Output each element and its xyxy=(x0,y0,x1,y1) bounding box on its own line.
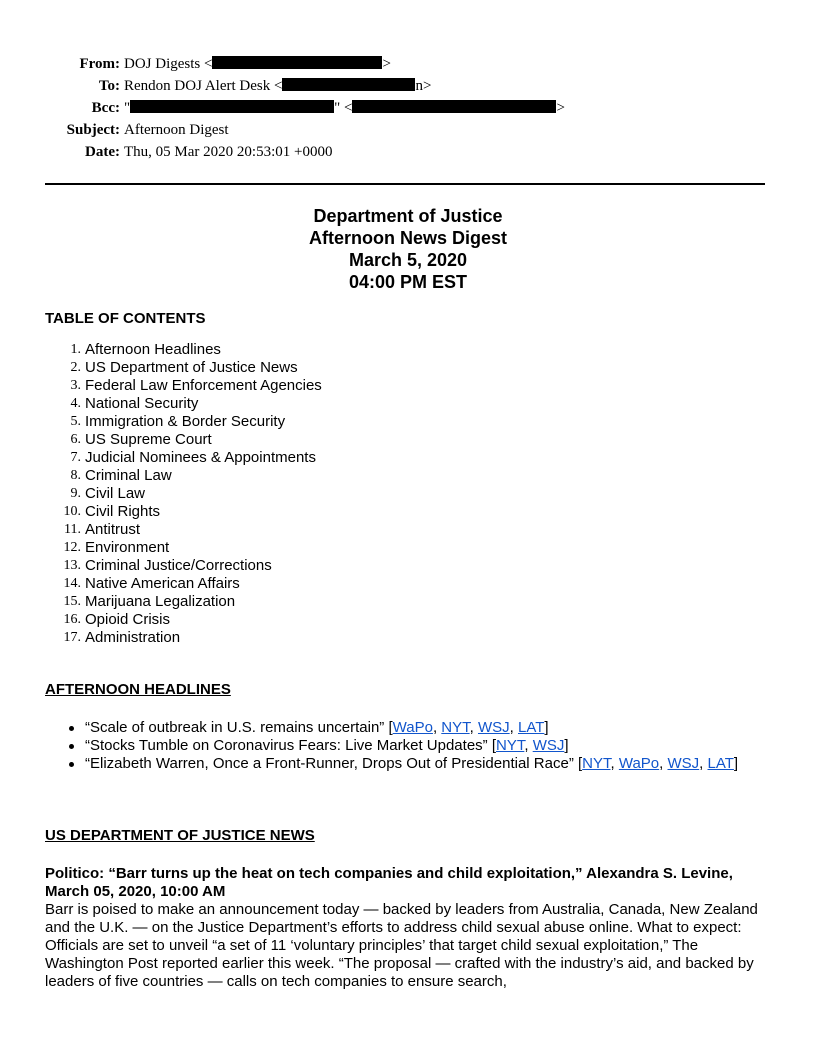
source-link[interactable]: WSJ xyxy=(532,737,565,754)
doj-news-heading: US DEPARTMENT OF JUSTICE NEWS xyxy=(45,827,315,844)
redaction-bar xyxy=(212,56,382,69)
toc-item: 17. Administration xyxy=(63,629,181,646)
source-link[interactable]: WaPo xyxy=(618,755,660,772)
date-value: Thu, 05 Mar 2020 20:53:01 +0000 xyxy=(124,144,333,160)
date-label: Date: xyxy=(85,144,120,160)
source-link[interactable]: WaPo xyxy=(392,719,433,736)
toc-item: 8. Criminal Law xyxy=(70,467,172,484)
from-value: DOJ Digests < xyxy=(124,56,213,72)
source-link[interactable]: LAT xyxy=(707,755,734,772)
digest-title xyxy=(0,205,816,293)
toc-item: 6. US Supreme Court xyxy=(70,431,212,448)
to-row: To: Rendon DOJ Alert Desk < n> xyxy=(0,75,816,97)
source-link[interactable]: NYT xyxy=(441,719,470,736)
afternoon-headlines-heading: AFTERNOON HEADLINES xyxy=(45,681,231,698)
toc-item: 3. Federal Law Enforcement Agencies xyxy=(70,377,322,394)
to-label: To: xyxy=(98,78,120,94)
redaction-bar xyxy=(282,78,415,91)
subject-value: Afternoon Digest xyxy=(124,122,229,138)
toc-item: 12. Environment xyxy=(63,539,170,556)
title-line-4: 04:00 PM EST xyxy=(348,272,468,292)
divider xyxy=(45,183,765,185)
headline-item: “Elizabeth Warren, Once a Front-Runner, Drops Out of Presidential Race” [NYT, WaPo, WSJ, LAT] xyxy=(45,755,765,773)
title-line-2: Afternoon News Digest xyxy=(308,228,508,248)
toc-item: 10. Civil Rights xyxy=(63,503,161,520)
subject-row xyxy=(0,119,816,141)
toc-list xyxy=(45,341,322,647)
toc-item: 5. Immigration & Border Security xyxy=(70,413,286,430)
title-line-3: March 5, 2020 xyxy=(348,250,468,270)
source-link[interactable]: LAT xyxy=(518,719,545,736)
email-header xyxy=(0,53,816,163)
news-article xyxy=(45,865,765,991)
toc-item: 7. Judicial Nominees & Appointments xyxy=(70,449,316,466)
source-link[interactable]: WSJ xyxy=(667,755,700,772)
toc-item: 14. Native American Affairs xyxy=(63,575,240,592)
toc-heading: TABLE OF CONTENTS xyxy=(45,310,206,327)
headlines-list xyxy=(45,719,765,773)
toc-item: 1. Afternoon Headlines xyxy=(70,341,221,358)
from-row: From: DOJ Digests < > xyxy=(0,53,816,75)
source-link[interactable]: WSJ xyxy=(477,719,510,736)
to-value: Rendon DOJ Alert Desk < xyxy=(124,78,283,94)
toc-item: 9. Civil Law xyxy=(70,485,146,502)
article-title: Politico: “Barr turns up the heat on tech companies and child exploitation,” Alexandra S. Levine, March 05, 2020, 10:00 AM xyxy=(45,865,733,900)
headline-item: “Stocks Tumble on Coronavirus Fears: Live Market Updates” [NYT, WSJ] xyxy=(45,737,765,755)
toc-item: 11. Antitrust xyxy=(64,521,141,538)
article-body: Barr is poised to make an announcement today — backed by leaders from Australia, Canada, New Zealand and the U.K. — on the Justice Department’s efforts to address child sexual abuse online. What to expect: Officials are set to unveil “a set of 11 ‘voluntary principles’ that target child sexual exploitation,” The Washington Post reported earlier this week. “The proposal — crafted with the industry’s aid, and backed by leaders of five countries — calls on tech companies to ensure search, xyxy=(45,901,758,990)
source-link[interactable]: NYT xyxy=(496,737,525,754)
redaction-bar xyxy=(130,100,334,113)
toc-item: 15. Marijuana Legalization xyxy=(63,593,236,610)
source-link[interactable]: NYT xyxy=(582,755,611,772)
toc-item: 13. Criminal Justice/Corrections xyxy=(63,557,272,574)
subject-label: Subject: xyxy=(66,122,120,138)
bcc-label: Bcc: xyxy=(91,100,120,116)
toc-item: 16. Opioid Crisis xyxy=(63,611,171,628)
toc-item: 2. US Department of Justice News xyxy=(70,359,298,376)
title-line-1: Department of Justice xyxy=(313,206,503,226)
toc-item: 4. National Security xyxy=(70,395,199,412)
headline-item: “Scale of outbreak in U.S. remains uncertain” [WaPo, NYT, WSJ, LAT] xyxy=(45,719,765,737)
date-row xyxy=(0,141,816,163)
bcc-row: Bcc: " " < > xyxy=(0,97,816,119)
redaction-bar xyxy=(352,100,556,113)
from-label: From: xyxy=(79,56,120,72)
